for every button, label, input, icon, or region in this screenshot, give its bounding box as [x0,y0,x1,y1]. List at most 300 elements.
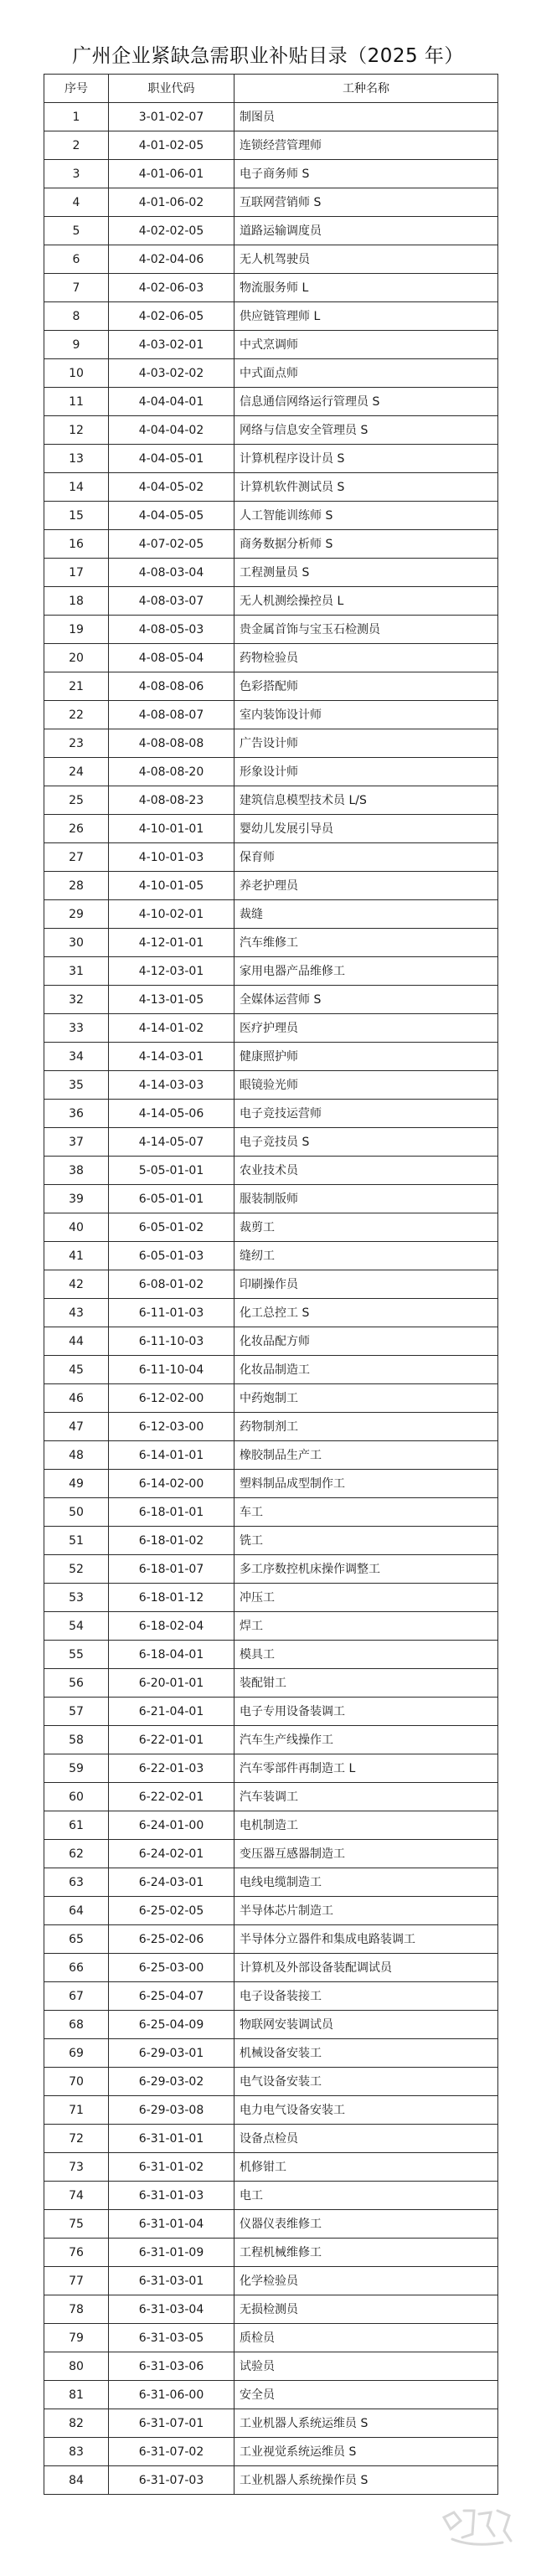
table-row [44,900,498,929]
table-row [44,786,498,815]
cell-occupation-code: 6-31-07-01 [109,2409,234,2438]
cell-occupation-code: 4-10-01-03 [109,843,234,872]
cell-occupation-code: 4-10-02-01 [109,900,234,929]
table-row [44,331,498,359]
cell-job-name: 化妆品制造工 [234,1356,498,1384]
cell-occupation-code: 4-01-02-05 [109,131,234,160]
cell-occupation-code: 4-03-02-01 [109,331,234,359]
cell-occupation-code: 6-24-01-00 [109,1811,234,1840]
cell-occupation-code: 6-22-01-01 [109,1726,234,1754]
table-row [44,1498,498,1527]
table-row [44,2011,498,2039]
cell-occupation-code: 6-31-01-01 [109,2125,234,2153]
cell-occupation-code: 6-22-01-03 [109,1754,234,1783]
table-row [44,2352,498,2381]
cell-index: 45 [44,1356,109,1384]
occupation-table [44,74,498,2495]
table-row [44,1043,498,1071]
table-row [44,1897,498,1925]
cell-index: 61 [44,1811,109,1840]
cell-job-name: 服装制版师 [234,1185,498,1213]
cell-occupation-code: 6-18-04-01 [109,1641,234,1669]
cell-occupation-code: 6-05-01-02 [109,1213,234,1242]
cell-occupation-code: 4-08-08-06 [109,672,234,701]
cell-occupation-code: 6-29-03-01 [109,2039,234,2068]
cell-job-name: 试验员 [234,2352,498,2381]
table-row [44,1641,498,1669]
cell-occupation-code: 5-05-01-01 [109,1157,234,1185]
cell-index: 22 [44,701,109,729]
cell-index: 30 [44,929,109,957]
cell-job-name: 药物制剂工 [234,1413,498,1441]
cell-occupation-code: 6-29-03-08 [109,2096,234,2125]
cell-index: 78 [44,2295,109,2324]
cell-job-name: 汽车零部件再制造工 L [234,1754,498,1783]
cell-index: 31 [44,957,109,986]
cell-job-name: 保育师 [234,843,498,872]
cell-occupation-code: 6-31-01-04 [109,2210,234,2239]
table-row [44,2239,498,2267]
table-header-row [44,75,498,103]
table-row [44,1242,498,1270]
newspaper-logo-icon [436,2501,519,2559]
cell-job-name: 汽车装调工 [234,1783,498,1811]
cell-index: 84 [44,2466,109,2495]
cell-index: 41 [44,1242,109,1270]
cell-index: 56 [44,1669,109,1698]
cell-job-name: 裁剪工 [234,1213,498,1242]
cell-index: 52 [44,1555,109,1584]
table-row [44,587,498,616]
cell-occupation-code: 4-14-01-02 [109,1014,234,1043]
cell-index: 10 [44,359,109,388]
table-row [44,986,498,1014]
table-row [44,445,498,473]
table-row [44,217,498,245]
cell-index: 28 [44,872,109,900]
table-row [44,2381,498,2409]
cell-job-name: 装配钳工 [234,1669,498,1698]
cell-occupation-code: 4-13-01-05 [109,986,234,1014]
table-row [44,1954,498,1982]
table-row [44,2096,498,2125]
table-row [44,929,498,957]
table-body [44,103,498,2495]
cell-job-name: 模具工 [234,1641,498,1669]
cell-index: 29 [44,900,109,929]
cell-occupation-code: 6-12-03-00 [109,1413,234,1441]
cell-job-name: 多工序数控机床操作调整工 [234,1555,498,1584]
cell-job-name: 化工总控工 S [234,1299,498,1327]
cell-occupation-code: 6-31-03-01 [109,2267,234,2295]
cell-occupation-code: 4-07-02-05 [109,530,234,559]
cell-index: 49 [44,1470,109,1498]
table-row [44,872,498,900]
cell-index: 23 [44,729,109,758]
cell-index: 64 [44,1897,109,1925]
table-row [44,1157,498,1185]
cell-job-name: 仪器仪表维修工 [234,2210,498,2239]
cell-job-name: 信息通信网络运行管理员 S [234,388,498,416]
cell-job-name: 健康照护师 [234,1043,498,1071]
cell-job-name: 电子商务师 S [234,160,498,188]
table-row [44,2409,498,2438]
table-row [44,2295,498,2324]
cell-occupation-code: 6-11-10-03 [109,1327,234,1356]
cell-index: 83 [44,2438,109,2466]
cell-occupation-code: 6-12-02-00 [109,1384,234,1413]
cell-job-name: 中式烹调师 [234,331,498,359]
cell-job-name: 计算机软件测试员 S [234,473,498,502]
cell-index: 21 [44,672,109,701]
cell-job-name: 婴幼儿发展引导员 [234,815,498,843]
cell-job-name: 物流服务师 L [234,274,498,302]
cell-job-name: 化学检验员 [234,2267,498,2295]
cell-index: 79 [44,2324,109,2352]
cell-job-name: 电工 [234,2182,498,2210]
cell-job-name: 药物检验员 [234,644,498,672]
cell-occupation-code: 6-18-02-04 [109,1612,234,1641]
cell-job-name: 安全员 [234,2381,498,2409]
cell-index: 51 [44,1527,109,1555]
table-row [44,1299,498,1327]
table-row [44,559,498,587]
cell-job-name: 橡胶制品生产工 [234,1441,498,1470]
table-row [44,672,498,701]
cell-job-name: 塑料制品成型制作工 [234,1470,498,1498]
table-row [44,274,498,302]
cell-occupation-code: 4-04-04-02 [109,416,234,445]
cell-index: 15 [44,502,109,530]
cell-occupation-code: 4-12-03-01 [109,957,234,986]
cell-job-name: 中式面点师 [234,359,498,388]
cell-index: 72 [44,2125,109,2153]
cell-index: 71 [44,2096,109,2125]
cell-occupation-code: 6-31-07-02 [109,2438,234,2466]
cell-job-name: 广告设计师 [234,729,498,758]
cell-job-name: 色彩搭配师 [234,672,498,701]
table-row [44,1384,498,1413]
cell-occupation-code: 6-25-02-05 [109,1897,234,1925]
table-row [44,2466,498,2495]
table-row [44,1128,498,1157]
table-row [44,1441,498,1470]
cell-occupation-code: 4-04-04-01 [109,388,234,416]
cell-job-name: 制图员 [234,103,498,131]
table-row [44,1555,498,1584]
cell-index: 47 [44,1413,109,1441]
cell-job-name: 汽车生产线操作工 [234,1726,498,1754]
cell-occupation-code: 4-02-06-05 [109,302,234,331]
cell-occupation-code: 6-31-01-03 [109,2182,234,2210]
table-row [44,245,498,274]
cell-index: 60 [44,1783,109,1811]
cell-index: 75 [44,2210,109,2239]
cell-index: 59 [44,1754,109,1783]
cell-index: 42 [44,1270,109,1299]
cell-job-name: 道路运输调度员 [234,217,498,245]
table-row [44,1584,498,1612]
cell-index: 63 [44,1868,109,1897]
table-row [44,1840,498,1868]
table-row [44,1925,498,1954]
cell-index: 66 [44,1954,109,1982]
cell-job-name: 无人机驾驶员 [234,245,498,274]
table-row [44,1071,498,1100]
table-row [44,1527,498,1555]
table-row [44,1612,498,1641]
table-row [44,1327,498,1356]
cell-job-name: 质检员 [234,2324,498,2352]
cell-occupation-code: 4-02-02-05 [109,217,234,245]
cell-index: 5 [44,217,109,245]
cell-index: 69 [44,2039,109,2068]
cell-index: 33 [44,1014,109,1043]
cell-index: 77 [44,2267,109,2295]
cell-index: 40 [44,1213,109,1242]
cell-index: 80 [44,2352,109,2381]
cell-occupation-code: 6-31-03-04 [109,2295,234,2324]
cell-occupation-code: 6-11-01-03 [109,1299,234,1327]
cell-index: 70 [44,2068,109,2096]
table-row [44,388,498,416]
cell-job-name: 设备点检员 [234,2125,498,2153]
table-row [44,1698,498,1726]
cell-occupation-code: 4-04-05-02 [109,473,234,502]
cell-index: 38 [44,1157,109,1185]
cell-job-name: 电子竞技员 S [234,1128,498,1157]
cell-job-name: 家用电器产品维修工 [234,957,498,986]
cell-occupation-code: 4-03-02-02 [109,359,234,388]
cell-job-name: 工程测量员 S [234,559,498,587]
cell-occupation-code: 4-10-01-05 [109,872,234,900]
cell-job-name: 半导体分立器件和集成电路装调工 [234,1925,498,1954]
cell-index: 17 [44,559,109,587]
table-row [44,2438,498,2466]
cell-index: 39 [44,1185,109,1213]
cell-occupation-code: 4-01-06-02 [109,188,234,217]
cell-job-name: 室内装饰设计师 [234,701,498,729]
table-row [44,2125,498,2153]
table-row [44,701,498,729]
table-row [44,1811,498,1840]
cell-index: 6 [44,245,109,274]
cell-index: 43 [44,1299,109,1327]
cell-occupation-code: 6-20-01-01 [109,1669,234,1698]
cell-index: 3 [44,160,109,188]
table-row [44,2324,498,2352]
cell-job-name: 全媒体运营师 S [234,986,498,1014]
cell-occupation-code: 6-25-02-06 [109,1925,234,1954]
cell-job-name: 养老护理员 [234,872,498,900]
cell-occupation-code: 4-12-01-01 [109,929,234,957]
cell-index: 14 [44,473,109,502]
cell-index: 27 [44,843,109,872]
cell-job-name: 化妆品配方师 [234,1327,498,1356]
cell-job-name: 医疗护理员 [234,1014,498,1043]
table-row [44,729,498,758]
cell-occupation-code: 6-21-04-01 [109,1698,234,1726]
cell-index: 82 [44,2409,109,2438]
cell-job-name: 物联网安装调试员 [234,2011,498,2039]
cell-index: 19 [44,616,109,644]
table-row [44,2210,498,2239]
cell-occupation-code: 6-18-01-07 [109,1555,234,1584]
cell-occupation-code: 4-08-05-04 [109,644,234,672]
cell-job-name: 电气设备安装工 [234,2068,498,2096]
cell-occupation-code: 4-04-05-05 [109,502,234,530]
cell-index: 11 [44,388,109,416]
table-row [44,1754,498,1783]
cell-occupation-code: 6-14-02-00 [109,1470,234,1498]
cell-job-name: 计算机及外部设备装配调试员 [234,1954,498,1982]
cell-occupation-code: 6-14-01-01 [109,1441,234,1470]
cell-job-name: 工程机械维修工 [234,2239,498,2267]
cell-index: 16 [44,530,109,559]
table-row [44,1726,498,1754]
cell-index: 9 [44,331,109,359]
cell-index: 58 [44,1726,109,1754]
cell-job-name: 机修钳工 [234,2153,498,2182]
cell-occupation-code: 4-02-04-06 [109,245,234,274]
cell-job-name: 铣工 [234,1527,498,1555]
cell-index: 37 [44,1128,109,1157]
table-row [44,2182,498,2210]
cell-job-name: 无损检测员 [234,2295,498,2324]
cell-job-name: 中药炮制工 [234,1384,498,1413]
cell-occupation-code: 4-08-08-23 [109,786,234,815]
table-row [44,1014,498,1043]
cell-job-name: 贵金属首饰与宝玉石检测员 [234,616,498,644]
cell-job-name: 计算机程序设计员 S [234,445,498,473]
cell-occupation-code: 6-25-04-07 [109,1982,234,2011]
cell-occupation-code: 4-08-03-07 [109,587,234,616]
cell-job-name: 网络与信息安全管理员 S [234,416,498,445]
cell-occupation-code: 4-14-05-07 [109,1128,234,1157]
column-header-job-name: 工种名称 [234,75,498,103]
column-header-index: 序号 [44,75,109,103]
cell-index: 20 [44,644,109,672]
cell-occupation-code: 4-14-05-06 [109,1100,234,1128]
table-row [44,1213,498,1242]
cell-job-name: 冲压工 [234,1584,498,1612]
cell-index: 18 [44,587,109,616]
cell-index: 53 [44,1584,109,1612]
cell-occupation-code: 6-31-01-02 [109,2153,234,2182]
cell-occupation-code: 6-05-01-01 [109,1185,234,1213]
cell-index: 50 [44,1498,109,1527]
cell-index: 24 [44,758,109,786]
cell-occupation-code: 4-08-08-08 [109,729,234,758]
cell-occupation-code: 6-31-06-00 [109,2381,234,2409]
cell-occupation-code: 6-31-03-05 [109,2324,234,2352]
table-row [44,1868,498,1897]
table-row [44,1669,498,1698]
cell-index: 68 [44,2011,109,2039]
table-row [44,473,498,502]
cell-index: 44 [44,1327,109,1356]
cell-job-name: 形象设计师 [234,758,498,786]
cell-index: 74 [44,2182,109,2210]
cell-index: 76 [44,2239,109,2267]
cell-occupation-code: 6-11-10-04 [109,1356,234,1384]
cell-index: 4 [44,188,109,217]
table-row [44,1100,498,1128]
cell-job-name: 人工智能训练师 S [234,502,498,530]
cell-occupation-code: 4-04-05-01 [109,445,234,473]
cell-occupation-code: 4-14-03-03 [109,1071,234,1100]
table-row [44,188,498,217]
cell-job-name: 电子专用设备装调工 [234,1698,498,1726]
cell-job-name: 电线电缆制造工 [234,1868,498,1897]
table-row [44,957,498,986]
cell-job-name: 无人机测绘操控员 L [234,587,498,616]
cell-occupation-code: 3-01-02-07 [109,103,234,131]
cell-index: 32 [44,986,109,1014]
table-row [44,1185,498,1213]
table-row [44,103,498,131]
cell-job-name: 工业机器人系统运维员 S [234,2409,498,2438]
cell-index: 46 [44,1384,109,1413]
cell-job-name: 商务数据分析师 S [234,530,498,559]
cell-occupation-code: 4-02-06-03 [109,274,234,302]
table-row [44,2153,498,2182]
cell-index: 55 [44,1641,109,1669]
cell-occupation-code: 4-08-03-04 [109,559,234,587]
cell-occupation-code: 6-18-01-12 [109,1584,234,1612]
cell-occupation-code: 6-25-03-00 [109,1954,234,1982]
table-row [44,2039,498,2068]
cell-index: 26 [44,815,109,843]
cell-occupation-code: 6-08-01-02 [109,1270,234,1299]
page-title: 广州企业紧缺急需职业补贴目录（2025 年） [72,45,464,67]
table-row [44,530,498,559]
cell-job-name: 农业技术员 [234,1157,498,1185]
cell-occupation-code: 4-14-03-01 [109,1043,234,1071]
cell-occupation-code: 6-24-02-01 [109,1840,234,1868]
cell-occupation-code: 6-22-02-01 [109,1783,234,1811]
cell-occupation-code: 6-05-01-03 [109,1242,234,1270]
cell-index: 81 [44,2381,109,2409]
cell-job-name: 电机制造工 [234,1811,498,1840]
cell-index: 57 [44,1698,109,1726]
table-row [44,1982,498,2011]
column-header-code: 职业代码 [109,75,234,103]
cell-occupation-code: 4-08-08-20 [109,758,234,786]
table-row [44,359,498,388]
table-row [44,502,498,530]
cell-occupation-code: 4-08-08-07 [109,701,234,729]
cell-index: 67 [44,1982,109,2011]
cell-job-name: 互联网营销师 S [234,188,498,217]
cell-index: 35 [44,1071,109,1100]
cell-index: 34 [44,1043,109,1071]
cell-job-name: 工业机器人系统操作员 S [234,2466,498,2495]
table-row [44,2068,498,2096]
cell-job-name: 印刷操作员 [234,1270,498,1299]
cell-index: 13 [44,445,109,473]
cell-job-name: 工业视觉系统运维员 S [234,2438,498,2466]
table-row [44,644,498,672]
cell-occupation-code: 6-25-04-09 [109,2011,234,2039]
cell-occupation-code: 6-31-07-03 [109,2466,234,2495]
cell-job-name: 眼镜验光师 [234,1071,498,1100]
cell-job-name: 连锁经营管理师 [234,131,498,160]
cell-job-name: 电子竞技运营师 [234,1100,498,1128]
cell-index: 25 [44,786,109,815]
cell-occupation-code: 6-31-03-06 [109,2352,234,2381]
cell-job-name: 缝纫工 [234,1242,498,1270]
